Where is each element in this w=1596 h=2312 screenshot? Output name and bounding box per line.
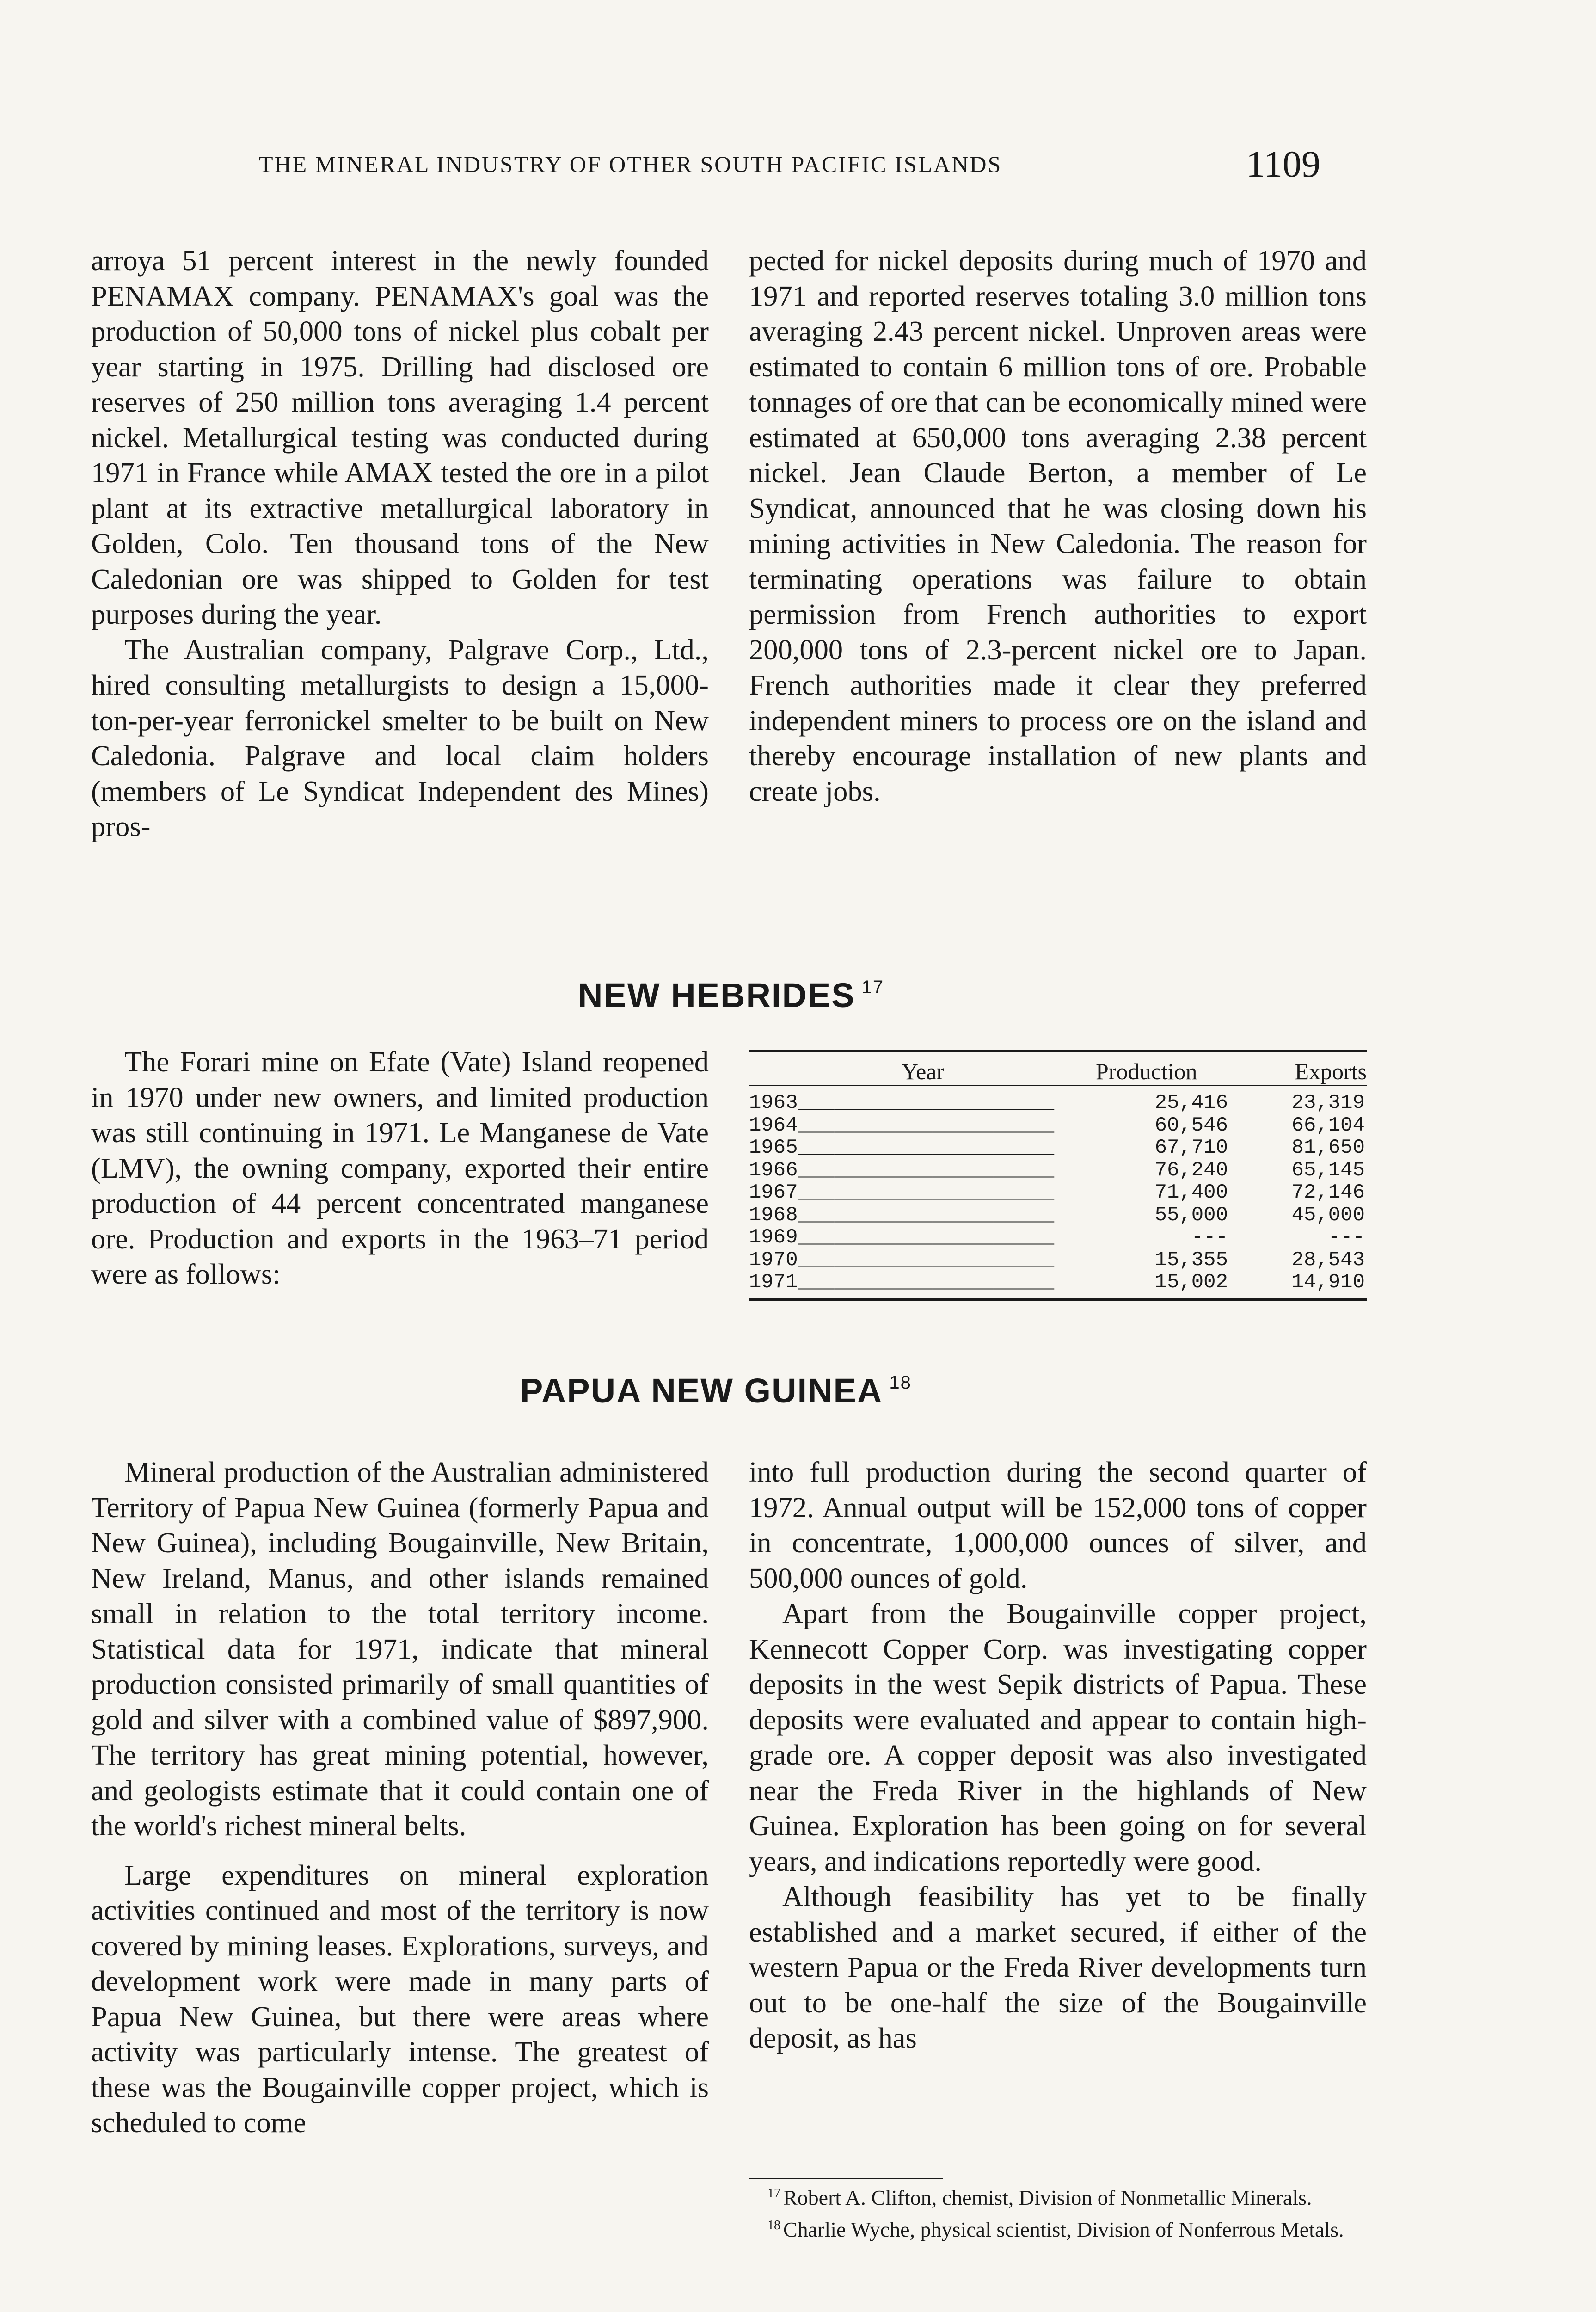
cell-year <box>749 1114 1054 1137</box>
cell-year-value: 1970 <box>749 1248 798 1272</box>
papua-left-column <box>91 1454 709 2140</box>
intro-left-column <box>91 243 709 844</box>
cell-exports: --- <box>1328 1226 1365 1249</box>
table-row <box>749 1271 1367 1294</box>
table-bottom-rule <box>749 1298 1367 1301</box>
cell-year-leader: _____________________ <box>798 1226 1055 1249</box>
footnote-ref: 18 <box>889 1372 912 1393</box>
cell-exports: 23,319 <box>1291 1091 1365 1114</box>
cell-year <box>749 1249 1054 1272</box>
footnote-text: Robert A. Clifton, chemist, Division of Nonmetallic Minerals. <box>783 2186 1312 2209</box>
cell-exports: 66,104 <box>1291 1113 1365 1137</box>
cell-exports: 72,146 <box>1291 1181 1365 1204</box>
intro-left-paragraph-2: The Australian company, Palgrave Corp., Ltd., hired consulting metallurgists to design a 15,000-ton-per-year ferronickel smelter to be built on New Caledonia. Palgrave and local claim holders (members of Le Syndicat Independent des Mines) pros- <box>91 633 709 842</box>
intro-right-paragraph-1: pected for nickel deposits during much of 1970 and 1971 and reported reserves totaling 3.0 million tons averaging 2.43 percent nickel. Unproven areas were estimated to contain 6 million tons of ore. Probable tonnages of ore that can be economically mined were estimated at 650,000 tons averaging 2.38 percent nickel. Jean Claude Berton, a member of Le Syndicat, announced that he was closing down his mining activities in New Caledonia. The reason for terminating operations was failure to obtain permission from French authorities to export 200,000 tons of 2.3-percent nickel ore to Japan. French authorities made it clear they preferred independent miners to process ore on the island and thereby encourage installation of new plants and create jobs. <box>749 244 1367 807</box>
footnote-17 <box>749 2182 1367 2210</box>
table-row <box>749 1181 1367 1204</box>
cell-year <box>749 1137 1054 1159</box>
section-heading-new-hebrides <box>578 969 884 1014</box>
table-row <box>749 1226 1367 1249</box>
cell-year-value: 1965 <box>749 1136 798 1159</box>
papua-right-column <box>749 1454 1367 2056</box>
cell-year-value: 1964 <box>749 1113 798 1137</box>
cell-exports: 45,000 <box>1291 1203 1365 1227</box>
header-year: Year <box>902 1058 945 1084</box>
cell-production: --- <box>1191 1226 1228 1249</box>
footnote-number: 17 <box>767 2186 780 2201</box>
cell-year-leader: _____________________ <box>798 1136 1055 1159</box>
cell-year-value: 1969 <box>749 1226 798 1249</box>
heading-text: PAPUA NEW GUINEA <box>520 1371 883 1410</box>
table-header <box>749 1052 1367 1085</box>
cell-year <box>749 1226 1054 1249</box>
cell-exports: 81,650 <box>1291 1136 1365 1159</box>
table-row <box>749 1092 1367 1114</box>
cell-year-leader: _____________________ <box>798 1158 1055 1182</box>
cell-year-leader: _____________________ <box>798 1271 1055 1294</box>
table-row <box>749 1204 1367 1227</box>
new-hebrides-paragraph: The Forari mine on Efate (Vate) Island reopened in 1970 under new owners, and limited production was still continuing in 1971. Le Manganese de Vate (LMV), the owning company, exported their entire production of 44 percent concentrated manganese ore. Production and exports in the 1963–71 period were as follows: <box>91 1045 709 1290</box>
cell-production: 15,355 <box>1154 1248 1228 1272</box>
cell-production: 15,002 <box>1154 1271 1228 1294</box>
cell-exports: 65,145 <box>1291 1158 1365 1182</box>
cell-year <box>749 1204 1054 1227</box>
footnote-18 <box>749 2214 1367 2242</box>
cell-year-leader: _____________________ <box>798 1181 1055 1204</box>
header-production: Production <box>1096 1058 1197 1084</box>
header-exports: Exports <box>1295 1058 1367 1084</box>
cell-year-value: 1967 <box>749 1181 798 1204</box>
new-hebrides-column <box>91 1044 709 1292</box>
cell-production: 76,240 <box>1154 1158 1228 1182</box>
table-row <box>749 1137 1367 1159</box>
table-row <box>749 1159 1367 1182</box>
cell-exports: 28,543 <box>1291 1248 1365 1272</box>
table-row <box>749 1114 1367 1137</box>
papua-right-paragraph-1: into full production during the second quarter of 1972. Annual output will be 152,000 tons of copper in concentrate, 1,000,000 ounces of silver, and 500,000 ounces of gold. <box>749 1456 1367 1594</box>
cell-year <box>749 1159 1054 1182</box>
section-heading-papua-new-guinea <box>520 1364 912 1409</box>
table-row <box>749 1249 1367 1272</box>
cell-production: 71,400 <box>1154 1181 1228 1204</box>
cell-year-value: 1968 <box>749 1203 798 1227</box>
papua-left-paragraph-2: Large expenditures on mineral exploration activities continued and most of the territory is now covered by mining leases. Explorations, surveys, and development work were made in many parts of Papua New Guinea, but there were areas where activity was particularly intense. The greatest of these was the Bougainville copper project, which is scheduled to come <box>91 1858 709 2139</box>
papua-left-paragraph-1: Mineral production of the Australian administered Territory of Papua New Guinea (formerly Papua and New Guinea), including Bougainville, New Britain, New Ireland, Manus, and other islands remained small in relation to the total territory income. Statistical data for 1971, indicate that mineral production consisted primarily of small quantities of gold and silver with a combined value of $897,900. The territory has great mining potential, however, and geologists estimate that it could contain one of the world's richest mineral belts. <box>91 1456 709 1842</box>
running-title: THE MINERAL INDUSTRY OF OTHER SOUTH PACIFIC ISLANDS <box>259 151 1002 177</box>
cell-year-value: 1966 <box>749 1158 798 1182</box>
cell-production: 25,416 <box>1154 1091 1228 1114</box>
cell-year <box>749 1181 1054 1204</box>
table-body <box>749 1086 1367 1298</box>
papua-right-paragraph-2: Apart from the Bougainville copper project, Kennecott Copper Corp. was investigating copper deposits in the west Sepik districts of Papua. These deposits were evaluated and appear to contain high-grade ore. A copper deposit was also investigated near the Freda River in the highlands of New Guinea. Exploration has been going on for several years, and indications reportedly were good. <box>749 1597 1367 1877</box>
cell-year-leader: _____________________ <box>798 1091 1055 1114</box>
papua-right-paragraph-3: Although feasibility has yet to be finally established and a market secured, if either of the western Papua or the Freda River developments turn out to be one-half the size of the Bougainville deposit, as has <box>749 1880 1367 2054</box>
cell-year-value: 1963 <box>749 1091 798 1114</box>
intro-right-column <box>749 243 1367 809</box>
footnotes <box>749 2182 1367 2245</box>
cell-year-leader: _____________________ <box>798 1203 1055 1227</box>
cell-production: 55,000 <box>1154 1203 1228 1227</box>
heading-text: NEW HEBRIDES <box>578 976 855 1015</box>
cell-production: 67,710 <box>1154 1136 1228 1159</box>
page-number: 1109 <box>1246 143 1320 185</box>
cell-year-leader: _____________________ <box>798 1113 1055 1137</box>
footnote-number: 18 <box>767 2218 780 2232</box>
footnote-text: Charlie Wyche, physical scientist, Division of Nonferrous Metals. <box>783 2218 1344 2241</box>
footnote-rule <box>749 2178 943 2179</box>
intro-left-paragraph-1: arroya 51 percent interest in the newly founded PENAMAX company. PENAMAX's goal was the production of 50,000 tons of nickel plus cobalt per year starting in 1975. Drilling had disclosed ore reserves of 250 million tons averaging 1.4 percent nickel. Metallurgical testing was conducted during 1971 in France while AMAX tested the ore in a pilot plant at its extractive metallurgical laboratory in Golden, Colo. Ten thousand tons of the New Caledonian ore was shipped to Golden for test purposes during the year. <box>91 244 709 630</box>
production-exports-table <box>749 1050 1367 1301</box>
cell-year <box>749 1092 1054 1114</box>
footnote-ref: 17 <box>861 977 884 997</box>
cell-year-value: 1971 <box>749 1271 798 1294</box>
cell-production: 60,546 <box>1154 1113 1228 1137</box>
cell-year <box>749 1271 1054 1294</box>
cell-year-leader: _____________________ <box>798 1248 1055 1272</box>
cell-exports: 14,910 <box>1291 1271 1365 1294</box>
